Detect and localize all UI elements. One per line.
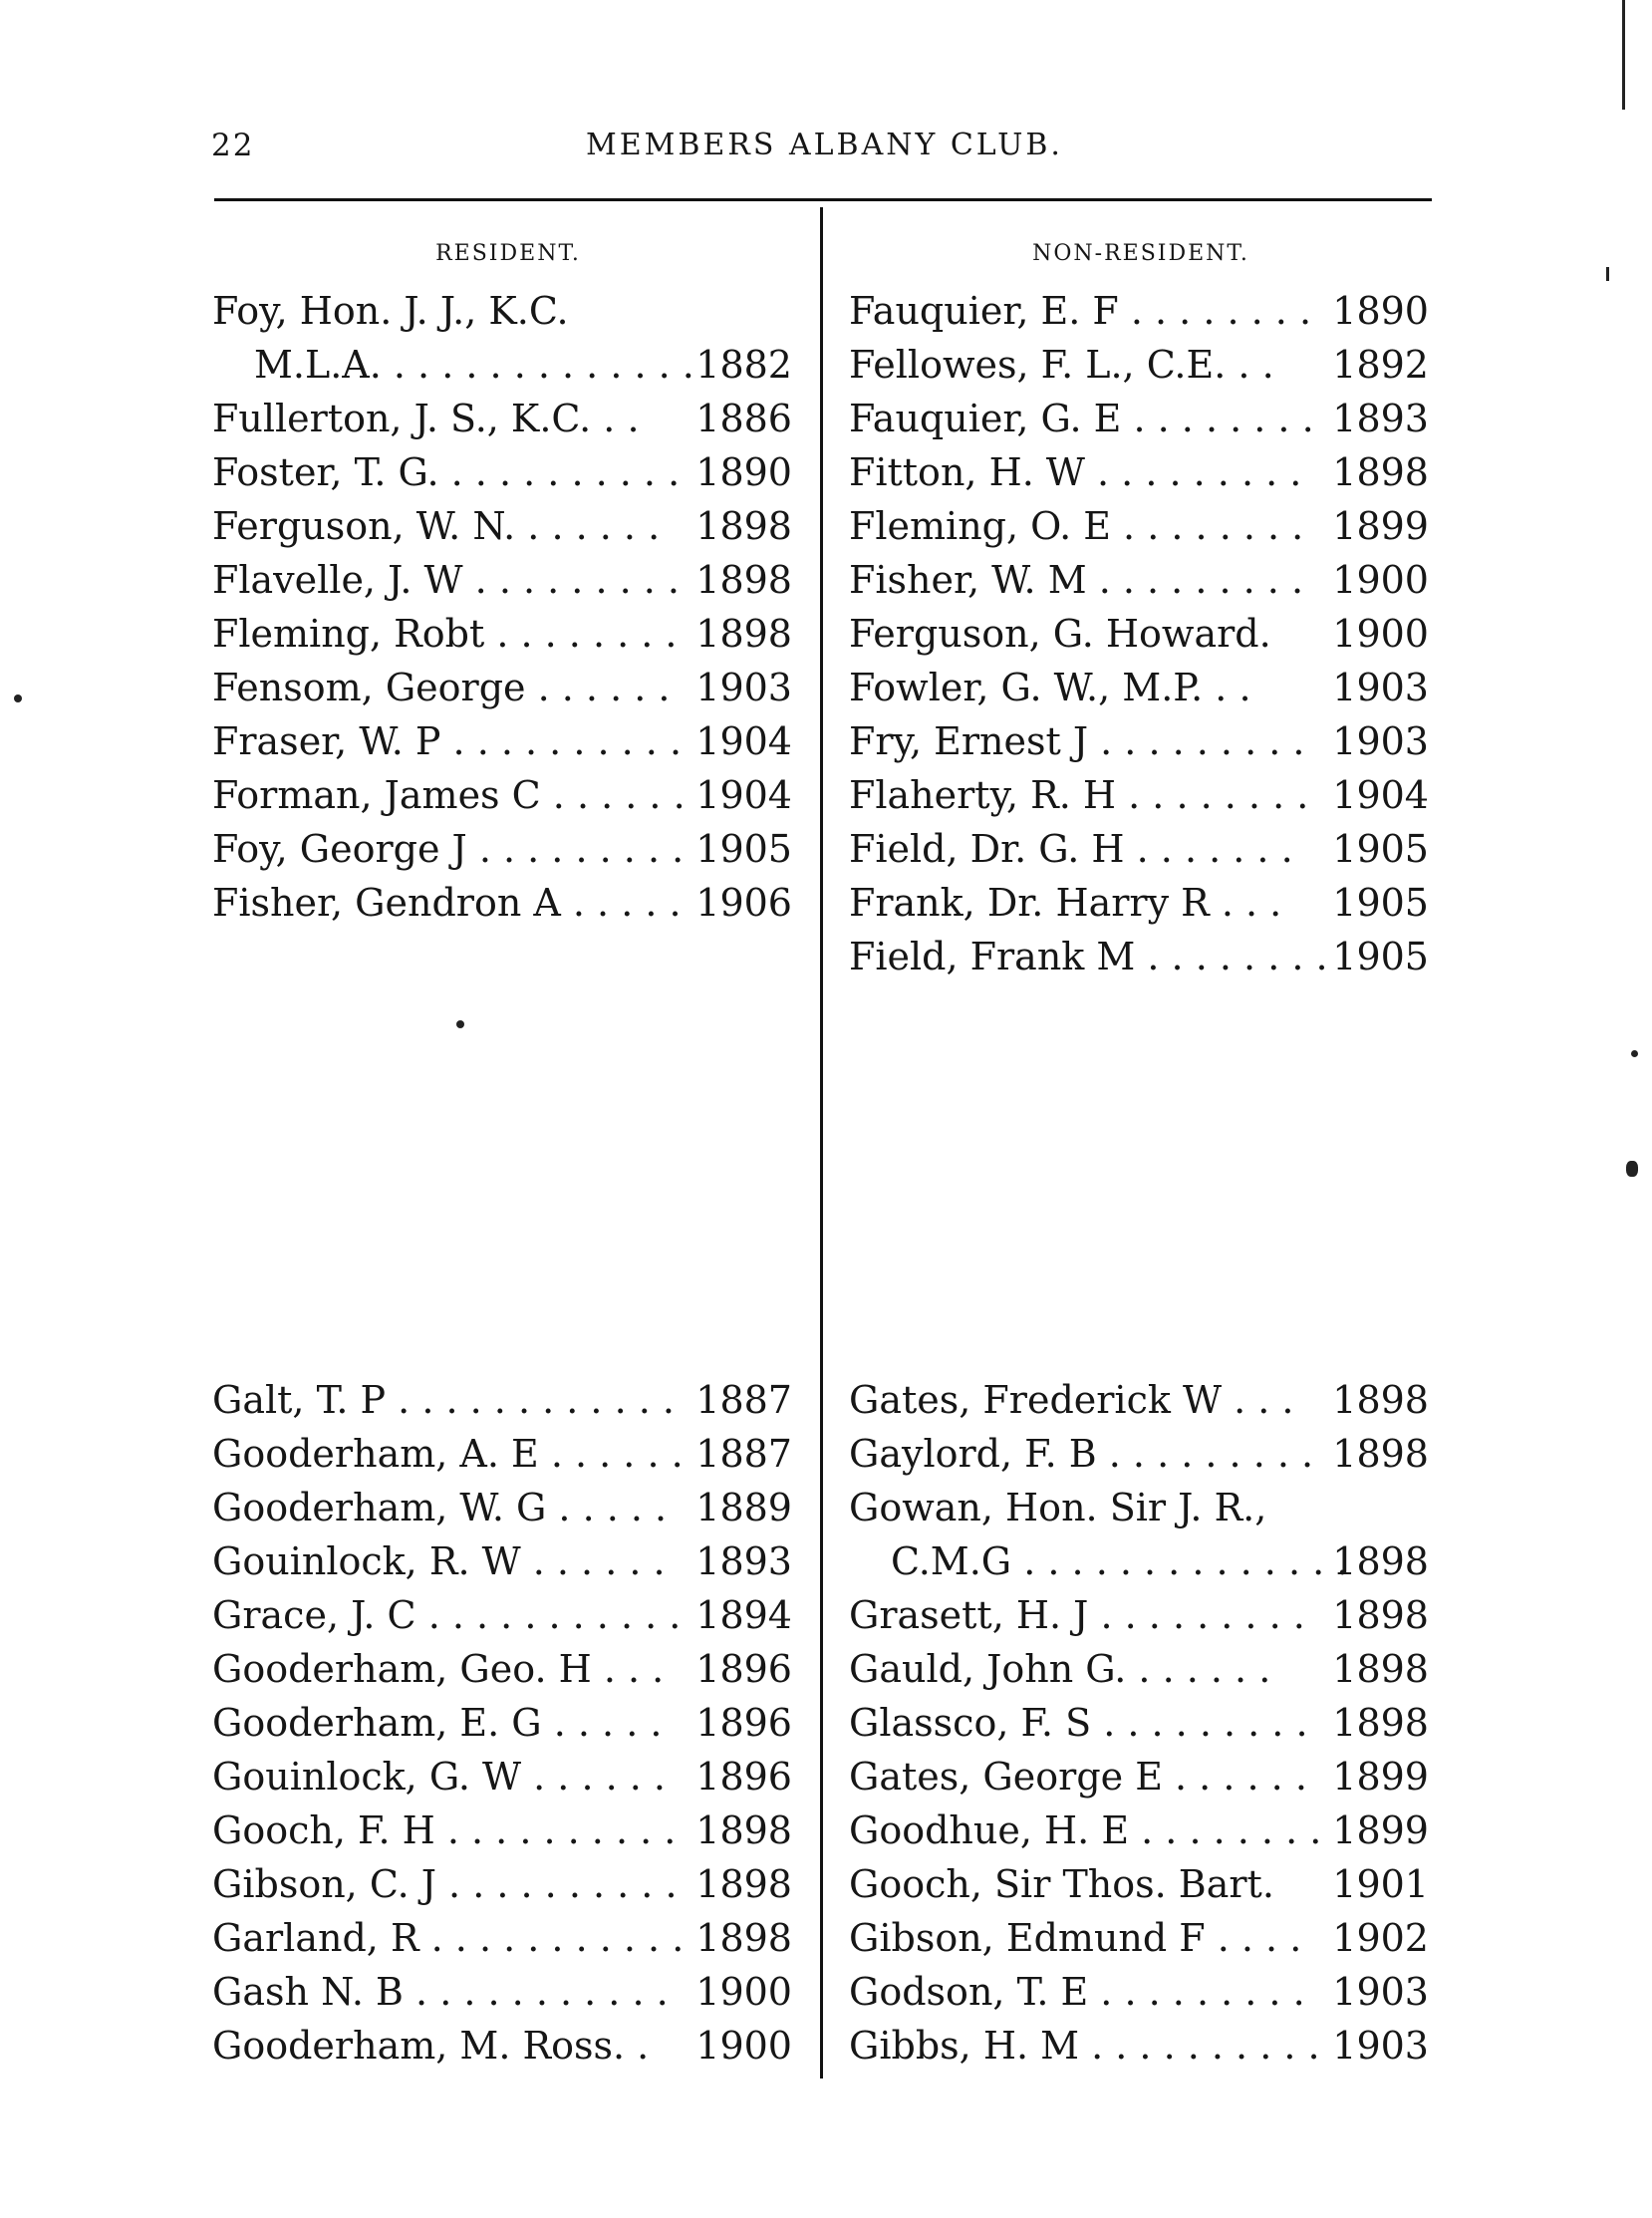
list-item [212, 284, 792, 338]
list-item [212, 607, 792, 661]
list-item [212, 1803, 792, 1857]
member-year: 1887 [695, 1432, 792, 1476]
list-item [212, 2019, 792, 2073]
member-year: 1898 [695, 504, 792, 548]
member-name: Gouinlock, R. W . . . . . . [212, 1539, 666, 1583]
member-name: Gibbs, H. M . . . . . . . . . . [849, 2024, 1320, 2068]
member-year: 1899 [1332, 1808, 1429, 1852]
member-year: 1887 [695, 1378, 792, 1422]
list-item [849, 822, 1429, 876]
member-year: 1898 [695, 1916, 792, 1960]
list-item [212, 1427, 792, 1481]
header-rule [214, 198, 1432, 201]
member-year: 1898 [1332, 1539, 1429, 1583]
member-name: Grace, J. C . . . . . . . . . . . [212, 1593, 682, 1637]
member-name: Gouinlock, G. W . . . . . . [212, 1755, 666, 1799]
list-item [849, 1481, 1429, 1534]
member-name: Foy, Hon. J. J., K.C. [212, 289, 569, 333]
member-year: 1898 [1332, 1378, 1429, 1422]
list-item [212, 1911, 792, 1965]
column-divider [820, 207, 823, 2079]
member-name: Forman, James C . . . . . . [212, 773, 686, 817]
member-name: Foster, T. G. . . . . . . . . . . [212, 450, 681, 494]
member-year: 1899 [1332, 504, 1429, 548]
member-year: 1896 [695, 1701, 792, 1745]
member-name: Ferguson, W. N. . . . . . . [212, 504, 661, 548]
member-name: Gooderham, Geo. H . . . [212, 1647, 665, 1691]
running-title: MEMBERS ALBANY CLUB. [586, 128, 1063, 162]
list-item [849, 1588, 1429, 1642]
member-name: Gash N. B . . . . . . . . . . . [212, 1970, 669, 2014]
list-item [849, 499, 1429, 553]
member-year: 1889 [695, 1486, 792, 1529]
member-year: 1898 [1332, 450, 1429, 494]
member-name: Flaherty, R. H . . . . . . . . [849, 773, 1309, 817]
member-year: 1903 [695, 666, 792, 709]
non-resident-g-list [849, 1373, 1429, 2073]
member-name: Fisher, Gendron A . . . . . [212, 881, 682, 925]
member-year: 1900 [1332, 558, 1429, 602]
list-item [849, 392, 1429, 445]
list-item [849, 1642, 1429, 1696]
member-year: 1886 [695, 397, 792, 440]
list-item [849, 1427, 1429, 1481]
member-name: Grasett, H. J . . . . . . . . . [849, 1593, 1305, 1637]
member-name: Fleming, O. E . . . . . . . . [849, 504, 1304, 548]
member-year: 1890 [1332, 289, 1429, 333]
list-item [849, 768, 1429, 822]
list-item [212, 1642, 792, 1696]
member-year: 1904 [695, 719, 792, 763]
member-name: Gooch, F. H . . . . . . . . . . [212, 1808, 677, 1852]
member-year: 1898 [695, 1808, 792, 1852]
member-year: 1905 [1332, 881, 1429, 925]
member-name: Gooderham, E. G . . . . . [212, 1701, 663, 1745]
member-year: 1882 [695, 343, 792, 387]
member-name: Gibson, Edmund F . . . . [849, 1916, 1302, 1960]
member-name: Galt, T. P . . . . . . . . . . . . [212, 1378, 675, 1422]
list-item [849, 284, 1429, 338]
list-item [849, 1857, 1429, 1911]
member-name: Frank, Dr. Harry R . . . [849, 881, 1282, 925]
list-item [212, 499, 792, 553]
list-item [212, 338, 792, 392]
member-year: 1898 [695, 1862, 792, 1906]
member-name: Fraser, W. P . . . . . . . . . . [212, 719, 683, 763]
member-name: Garland, R . . . . . . . . . . . [212, 1916, 685, 1960]
scan-mark [1622, 0, 1625, 110]
list-item [849, 2019, 1429, 2073]
scan-mark [1606, 267, 1609, 281]
member-year: 1905 [1332, 827, 1429, 871]
list-item [212, 876, 792, 930]
list-item [849, 607, 1429, 661]
list-item [212, 822, 792, 876]
member-year: 1904 [1332, 773, 1429, 817]
member-name: Fry, Ernest J . . . . . . . . . [849, 719, 1305, 763]
member-name: Fauquier, E. F . . . . . . . . [849, 289, 1312, 333]
member-year: 1898 [1332, 1647, 1429, 1691]
member-name: Gauld, John G. . . . . . . [849, 1647, 1271, 1691]
list-item [849, 1803, 1429, 1857]
member-name: Ferguson, G. Howard. [849, 612, 1271, 656]
member-name: Gowan, Hon. Sir J. R., [849, 1486, 1267, 1529]
list-item [212, 1696, 792, 1750]
member-name: Gooderham, A. E . . . . . . [212, 1432, 684, 1476]
list-item [849, 1965, 1429, 2019]
member-year: 1905 [695, 827, 792, 871]
list-item [212, 553, 792, 607]
member-name: Field, Dr. G. H . . . . . . . [849, 827, 1293, 871]
list-item [849, 1911, 1429, 1965]
list-item [849, 1534, 1429, 1588]
member-name: Gaylord, F. B . . . . . . . . . [849, 1432, 1314, 1476]
scan-speck [1631, 1050, 1638, 1057]
non-resident-heading: NON-RESIDENT. [1032, 241, 1249, 266]
member-name: Godson, T. E . . . . . . . . . [849, 1970, 1305, 2014]
list-item [212, 1481, 792, 1534]
member-year: 1902 [1332, 1916, 1429, 1960]
scan-speck [456, 1020, 464, 1028]
member-year: 1905 [1332, 935, 1429, 978]
list-item [212, 1588, 792, 1642]
member-name: C.M.G . . . . . . . . . . . . . . [891, 1539, 1349, 1583]
page-header [0, 128, 1652, 177]
member-name: Gooderham, M. Ross. . [212, 2024, 650, 2068]
list-item [212, 1857, 792, 1911]
member-year: 1906 [695, 881, 792, 925]
member-year: 1890 [695, 450, 792, 494]
member-year: 1900 [695, 1970, 792, 2014]
list-item [849, 1750, 1429, 1803]
list-item [212, 1750, 792, 1803]
member-year: 1900 [695, 2024, 792, 2068]
list-item [212, 392, 792, 445]
member-name: Gates, George E . . . . . . [849, 1755, 1307, 1799]
resident-g-list [212, 1373, 792, 2073]
member-year: 1903 [1332, 666, 1429, 709]
member-year: 1903 [1332, 2024, 1429, 2068]
list-item [212, 1965, 792, 2019]
member-name: Field, Frank M . . . . . . . . [849, 935, 1328, 978]
non-resident-f-list [849, 284, 1429, 983]
member-year: 1894 [695, 1593, 792, 1637]
list-item [849, 1373, 1429, 1427]
list-item [212, 768, 792, 822]
member-year: 1901 [1332, 1862, 1429, 1906]
member-year: 1896 [695, 1647, 792, 1691]
page-number: 22 [211, 128, 255, 163]
member-name: Gibson, C. J . . . . . . . . . . [212, 1862, 678, 1906]
member-year: 1898 [695, 558, 792, 602]
scan-mark [1626, 1161, 1638, 1177]
member-year: 1898 [1332, 1701, 1429, 1745]
list-item [212, 1534, 792, 1588]
list-item [849, 1696, 1429, 1750]
member-year: 1903 [1332, 719, 1429, 763]
member-name: Foy, George J . . . . . . . . . [212, 827, 685, 871]
list-item [212, 714, 792, 768]
member-name: Fauquier, G. E . . . . . . . . [849, 397, 1314, 440]
list-item [212, 1373, 792, 1427]
member-year: 1893 [1332, 397, 1429, 440]
member-name: Flavelle, J. W . . . . . . . . . [212, 558, 681, 602]
member-year: 1904 [695, 773, 792, 817]
list-item [849, 930, 1429, 983]
member-name: Gates, Frederick W . . . [849, 1378, 1294, 1422]
list-item [849, 661, 1429, 714]
list-item [212, 661, 792, 714]
member-name: Glassco, F. S . . . . . . . . . [849, 1701, 1308, 1745]
scan-speck [14, 694, 22, 702]
member-name: Fowler, G. W., M.P. . . [849, 666, 1251, 709]
member-name: Gooch, Sir Thos. Bart. [849, 1862, 1274, 1906]
resident-f-list [212, 284, 792, 930]
member-name: Fitton, H. W . . . . . . . . . [849, 450, 1302, 494]
list-item [212, 445, 792, 499]
member-year: 1899 [1332, 1755, 1429, 1799]
member-name: M.L.A. . . . . . . . . . . . . . [254, 343, 694, 387]
member-year: 1898 [1332, 1432, 1429, 1476]
member-year: 1900 [1332, 612, 1429, 656]
list-item [849, 876, 1429, 930]
member-name: Fensom, George . . . . . . [212, 666, 671, 709]
list-item [849, 714, 1429, 768]
member-name: Fullerton, J. S., K.C. . . [212, 397, 640, 440]
member-name: Gooderham, W. G . . . . . [212, 1486, 668, 1529]
member-year: 1896 [695, 1755, 792, 1799]
list-item [849, 445, 1429, 499]
resident-heading: RESIDENT. [435, 241, 581, 266]
member-name: Fleming, Robt . . . . . . . . [212, 612, 678, 656]
member-year: 1898 [1332, 1593, 1429, 1637]
member-year: 1898 [695, 612, 792, 656]
member-name: Fisher, W. M . . . . . . . . . [849, 558, 1304, 602]
member-year: 1903 [1332, 1970, 1429, 2014]
list-item [849, 553, 1429, 607]
member-year: 1893 [695, 1539, 792, 1583]
list-item [849, 338, 1429, 392]
member-name: Goodhue, H. E . . . . . . . . [849, 1808, 1322, 1852]
member-name: Fellowes, F. L., C.E. . . [849, 343, 1274, 387]
member-year: 1892 [1332, 343, 1429, 387]
